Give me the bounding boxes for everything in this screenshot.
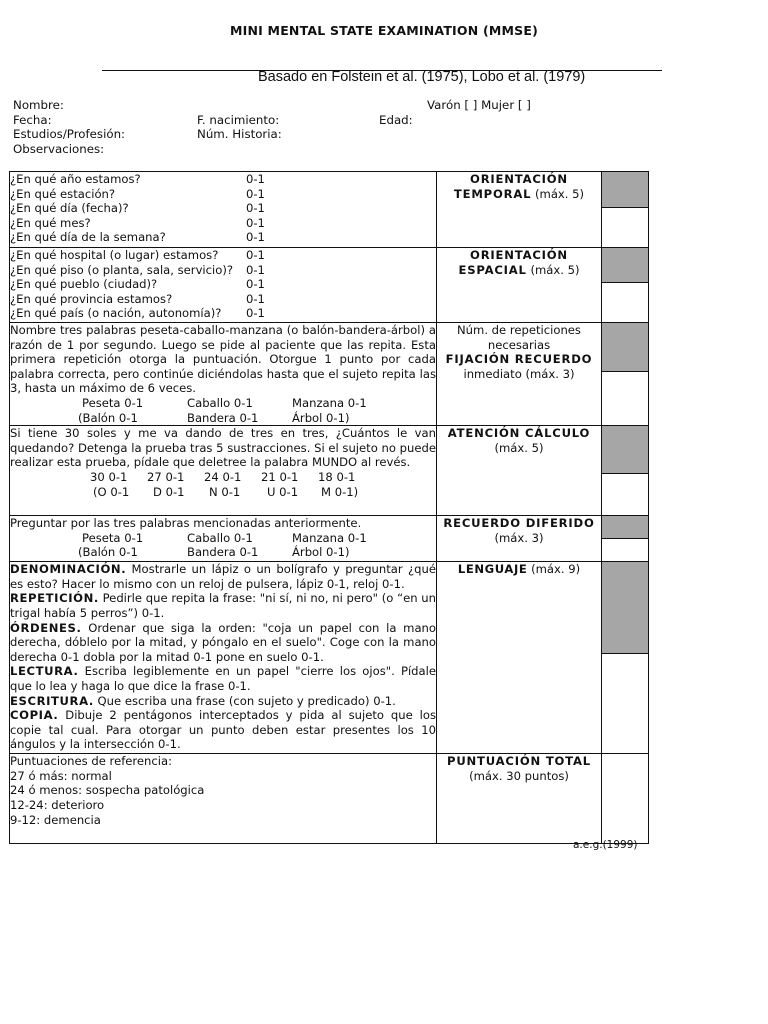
score-input-box[interactable] [602,207,648,247]
score-shaded [602,516,648,538]
page-title: MINI MENTAL STATE EXAMINATION (MMSE) [230,23,538,38]
category-title: ORIENTACIÓN [470,172,568,186]
subtest-label: DENOMINACIÓN. [10,562,127,577]
category-max: inmediato (máx. 3) [463,366,575,381]
question-cell [10,248,437,323]
score-range: 0-1 [246,277,265,292]
fecha-label: Fecha: [13,112,52,127]
number-item: 30 0-1 [90,469,128,484]
question-text: ¿En qué piso (o planta, sala, servicio)? [10,262,234,277]
estudios-label: Estudios/Profesión: [13,127,126,141]
subtest-label: LECTURA. [10,664,79,679]
score-cell[interactable] [602,516,649,562]
question-text: ¿En qué país (o nación, autonomía)? [10,306,222,321]
number-item: 18 0-1 [318,469,356,484]
number-item: 27 0-1 [147,469,185,484]
score-range: 0-1 [246,201,265,216]
score-range: 0-1 [246,262,265,277]
page-subtitle: Basado en Folstein et al. (1975), Lobo et al. (1979) [258,69,586,85]
letter-item: N 0-1 [209,484,241,499]
instruction-text: Si tiene 30 soles y me va dando de tres en tres, ¿Cuántos le van quedando? Detenga la prueba tras 5 sustracciones. Si el sujeto no puede realizar esta prueba, pídale que deletree la palabra MUNDO al revés. [10,426,436,470]
word-item: Manzana 0-1 [292,395,367,410]
sexo-label: Varón [ ] Mujer [ ] [427,98,531,112]
category-max: (máx. 5) [530,262,580,277]
letter-item: D 0-1 [153,484,185,499]
word-item: Caballo 0-1 [187,395,253,410]
number-row [10,470,436,485]
category-cell [437,172,602,248]
category-max: (máx. 5) [494,440,544,455]
score-shaded [602,426,648,473]
category-max: (máx. 30 puntos) [469,768,569,783]
category-title: ATENCIÓN CÁLCULO [447,426,591,441]
score-range: 0-1 [246,291,265,306]
score-cell[interactable] [602,248,649,323]
question-text: ¿En qué día de la semana? [10,230,166,245]
letter-item: M 0-1) [321,484,359,499]
section-recuerdo-diferido [10,516,649,562]
nacimiento-label: F. nacimiento: [197,112,280,127]
list-item [10,216,436,231]
score-cell[interactable] [602,323,649,426]
letter-item: U 0-1 [267,484,299,499]
category-note: Núm. de repeticiones necesarias [457,323,581,352]
total-score-box[interactable] [602,754,649,844]
question-text: ¿En qué provincia estamos? [10,291,173,306]
footer-credit: a.e.g.(1999) [573,839,638,851]
question-cell [10,426,437,516]
list-item [10,230,436,245]
word-row [10,396,436,411]
reference-item: 24 ó menos: sospecha patológica [10,783,205,798]
score-range: 0-1 [246,172,265,186]
word-item: Caballo 0-1 [187,530,253,545]
question-text: ¿En qué mes? [10,215,91,230]
question-text: ¿En qué estación? [10,186,116,201]
score-input-box[interactable] [602,538,648,561]
reference-item: 12-24: deterioro [10,797,105,812]
category-cell [437,323,602,426]
question-cell [10,516,437,562]
question-cell [10,172,437,248]
score-shaded [602,248,648,282]
letter-item: (O 0-1 [93,484,130,499]
subtest-text: Ordenar que siga la orden: "coja un papel con la mano derecha, dóblelo por la mitad, y póngalo en el suelo". Coge con la mano derecha 0-1 dobla por la mitad 0-1 pone en suelo 0-1. [10,620,436,664]
section-fijacion-recuerdo [10,323,649,426]
word-item: (Balón 0-1 [78,545,138,560]
subtest-text: Escriba legiblemente en un papel "cierre los ojos". Pídale que lo lea y haga lo que dice la frase 0-1. [10,664,436,693]
score-shaded [602,172,648,207]
word-item: Peseta 0-1 [82,395,144,410]
reference-item: 27 ó más: normal [10,768,112,783]
observaciones-label: Observaciones: [13,141,105,156]
historia-label: Núm. Historia: [197,127,282,141]
word-row-alt [10,411,436,426]
word-item: Manzana 0-1 [292,530,367,545]
section-orientacion-temporal [10,172,649,248]
subtest-label: REPETICIÓN. [10,591,99,606]
category-max: (máx. 3) [494,530,544,545]
score-cell[interactable] [602,426,649,516]
score-input-box[interactable] [602,282,648,322]
score-input-box[interactable] [602,653,648,753]
word-item: Bandera 0-1 [187,545,259,560]
subtest-text: Que escriba una frase (con sujeto y predicado) 0-1. [93,693,396,708]
question-text: ¿En qué pueblo (ciudad)? [10,277,158,292]
section-orientacion-espacial [10,248,649,323]
word-row [10,531,436,546]
question-text: ¿En qué hospital (o lugar) estamos? [10,248,219,262]
category-cell [437,426,602,516]
score-shaded [602,323,648,371]
score-range: 0-1 [246,186,265,201]
word-item: Árbol 0-1) [292,545,350,560]
instruction-text: Preguntar por las tres palabras mencionadas anteriormente. [10,516,362,531]
list-item [10,277,436,292]
question-cell [10,323,437,426]
word-item: Bandera 0-1 [187,410,259,425]
category-cell [437,562,602,754]
category-max: (máx. 9) [531,562,581,577]
reference-heading: Puntuaciones de referencia: [10,754,173,769]
score-range: 0-1 [246,215,265,230]
list-item [10,263,436,278]
list-item [10,248,436,263]
category-title: ESPACIAL [458,262,527,277]
score-range: 0-1 [246,230,265,245]
question-text: ¿En qué día (fecha)? [10,201,129,216]
category-title: PUNTUACIÓN TOTAL [447,754,591,769]
number-item: 21 0-1 [261,469,299,484]
word-item: Árbol 0-1) [292,410,350,425]
category-title: RECUERDO DIFERIDO [443,516,595,531]
subtest-label: COPIA. [10,708,59,723]
nombre-label: Nombre: [13,98,64,112]
subtest-label: ESCRITURA. [10,693,94,708]
category-title: ORIENTACIÓN [470,248,568,262]
section-atencion-calculo [10,426,649,516]
score-range: 0-1 [246,306,265,321]
subtest-text: Mostrarle un lápiz o un bolígrafo y preguntar ¿qué es esto? Hacer lo mismo con un reloj de pulsera, lápiz 0-1, reloj 0-1. [10,562,436,591]
score-input-box[interactable] [602,371,648,425]
subtest-text: Dibuje 2 pentágonos interceptados y pida al sujeto que los copie tal cual. Para otorgar un punto deben estar presentes los 10 ángulos y la intersección 0-1. [10,708,436,752]
category-cell [437,516,602,562]
score-range: 0-1 [246,248,265,262]
instruction-text: Nombre tres palabras peseta-caballo-manzana (o balón-bandera-árbol) a razón de 1 por segundo. Luego se pide al paciente que las repita. Esta primera repetición otorga la puntuación. Otorgue 1 punto por cada palabra correcta, pero continúe diciéndolas hasta que el sujeto repita las 3, hasta un máximo de 6 veces. [10,323,436,396]
score-cell[interactable] [602,562,649,754]
score-shaded [602,562,648,653]
section-lenguaje [10,562,649,754]
score-input-box[interactable] [602,473,648,515]
list-item [10,187,436,202]
question-cell [10,562,437,754]
subtest-label: ÓRDENES. [10,620,82,635]
list-item [10,172,436,187]
category-title: TEMPORAL [453,186,532,201]
subtest-text: Pedirle que repita la frase: "ni sí, ni no, ni pero" (o “en un trigal había 5 perros”) 0-1. [10,591,436,620]
question-text: ¿En qué año estamos? [10,172,141,186]
score-cell[interactable] [602,172,649,248]
section-puntuacion-total [10,754,649,844]
edad-label: Edad: [379,112,413,127]
category-title: FIJACIÓN RECUERDO [445,352,593,367]
list-item [10,201,436,216]
word-item: Peseta 0-1 [82,530,144,545]
category-cell [437,248,602,323]
category-cell [437,754,602,844]
number-item: 24 0-1 [204,469,242,484]
question-cell [10,754,437,844]
letter-row [10,485,436,500]
word-row-alt [10,545,436,560]
mmse-table [9,171,649,844]
list-item [10,292,436,307]
word-item: (Balón 0-1 [78,410,138,425]
category-title: LENGUAJE [457,562,528,577]
reference-item: 9-12: demencia [10,812,101,827]
category-max: (máx. 5) [535,186,585,201]
list-item [10,306,436,321]
